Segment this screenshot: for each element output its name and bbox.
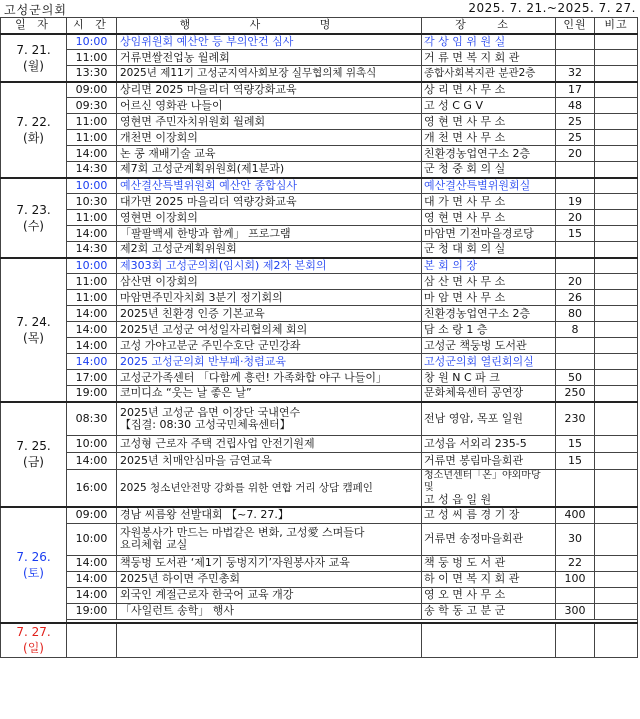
time-cell: 14:00: [67, 354, 117, 370]
table-row: [1, 587, 638, 603]
time-cell: [67, 623, 117, 657]
place-cell: 거류면 봉림마을회관: [422, 453, 556, 470]
count-cell: 300: [556, 603, 595, 619]
note-cell: [595, 210, 638, 226]
event-cell: [117, 402, 422, 436]
event-cell: 2025년 친환경 인증 기본교육: [117, 306, 422, 322]
place-cell: 전남 영암, 목포 일원: [422, 402, 556, 436]
table-row: [1, 338, 638, 354]
time-cell: 09:00: [67, 507, 117, 523]
note-cell: [595, 114, 638, 130]
event-cell: 삼산면 이장회의: [117, 274, 422, 290]
table-row: [1, 507, 638, 523]
event-cell: 「사일런트 송학」 행사: [117, 603, 422, 619]
count-cell: [556, 623, 595, 657]
table-row: [1, 114, 638, 130]
table-row: [1, 306, 638, 322]
event-cell: 2025년 고성군 여성일자리협의체 회의: [117, 322, 422, 338]
event-cell: 고성군가족센터 「다함께 흥런! 가족화합 야구 나들이」: [117, 370, 422, 386]
count-cell: 22: [556, 555, 595, 571]
date-cell: 7. 23. (수): [1, 178, 67, 258]
time-cell: 14:00: [67, 226, 117, 242]
table-row: [1, 603, 638, 619]
event-cell: 2025년 치매안심마을 금연교육: [117, 453, 422, 470]
event-cell: 논 콩 재배기술 교육: [117, 146, 422, 162]
event-cell: 개천면 이장회의: [117, 130, 422, 146]
event-cell: 영현면 주민자치위원회 월례회: [117, 114, 422, 130]
time-cell: 16:00: [67, 470, 117, 508]
table-row: [1, 98, 638, 114]
event-cell: 제7회 고성군계획위원회(제1분과): [117, 162, 422, 178]
event-line-2: 【집결: 08:30 고성국민체육센터】: [120, 417, 291, 431]
schedule-period: 2025. 7. 21.~2025. 7. 27.: [468, 1, 636, 15]
time-cell: 17:00: [67, 370, 117, 386]
note-cell: [595, 587, 638, 603]
table-row: [1, 290, 638, 306]
organization-title: 고성군의회: [4, 3, 67, 17]
note-cell: [595, 242, 638, 258]
count-cell: 8: [556, 322, 595, 338]
col-header-time: 시 간: [67, 18, 117, 34]
note-cell: [595, 194, 638, 210]
place-cell: 상 리 면 사 무 소: [422, 82, 556, 98]
time-cell: 10:30: [67, 194, 117, 210]
time-cell: 11:00: [67, 130, 117, 146]
table-header-row: [1, 18, 638, 34]
table-row: [1, 162, 638, 178]
time-cell: 10:00: [67, 258, 117, 274]
col-header-place: 장 소: [422, 18, 556, 34]
count-cell: [556, 162, 595, 178]
time-cell: 11:00: [67, 290, 117, 306]
table-row: [1, 226, 638, 242]
note-cell: [595, 322, 638, 338]
event-cell: 어르신 영화관 나들이: [117, 98, 422, 114]
event-cell: 2025년 하이면 주민총회: [117, 571, 422, 587]
col-header-count: 인원: [556, 18, 595, 34]
place-cell: 마 암 면 사 무 소: [422, 290, 556, 306]
event-cell: 상임위원회 예산안 등 부의안건 심사: [117, 34, 422, 50]
time-cell: 14:00: [67, 571, 117, 587]
time-cell: 10:00: [67, 34, 117, 50]
date-cell: 7. 25. (금): [1, 402, 67, 508]
table-row: [1, 130, 638, 146]
count-cell: 15: [556, 436, 595, 453]
time-cell: 14:30: [67, 162, 117, 178]
count-cell: 26: [556, 290, 595, 306]
place-cell: 종합사회복지관 분관2층: [422, 66, 556, 82]
table-row: [1, 571, 638, 587]
table-row: [1, 194, 638, 210]
event-cell: 코미디쇼 “웃는 날 좋은 날”: [117, 386, 422, 402]
time-cell: 08:30: [67, 402, 117, 436]
event-cell: 마암면주민자치회 3분기 정기회의: [117, 290, 422, 306]
place-cell: 친환경농업연구소 2층: [422, 146, 556, 162]
time-cell: 14:00: [67, 146, 117, 162]
time-cell: 19:00: [67, 386, 117, 402]
place-cell: 하 이 면 복 지 회 관: [422, 571, 556, 587]
document-header: [0, 0, 640, 17]
event-line-1: 2025년 고성군 읍면 이장단 국내연수: [120, 405, 301, 419]
count-cell: 15: [556, 453, 595, 470]
col-header-event: 행 사 명: [117, 18, 422, 34]
event-cell: 2025년 제11기 고성군지역사회보장 실무협의체 위촉식: [117, 66, 422, 82]
note-cell: [595, 523, 638, 555]
event-cell: 「팔팔백세 한방과 함께」 프로그램: [117, 226, 422, 242]
count-cell: 20: [556, 146, 595, 162]
event-cell: 제303회 고성군의회(임시회) 제2차 본회의: [117, 258, 422, 274]
time-cell: 14:00: [67, 453, 117, 470]
event-cell: 거류면쌀전업농 월례회: [117, 50, 422, 66]
note-cell: [595, 146, 638, 162]
table-row: [1, 258, 638, 274]
place-line-2: 고 성 읍 일 원: [424, 493, 492, 506]
note-cell: [595, 402, 638, 436]
event-cell: [117, 523, 422, 555]
table-row: [1, 623, 638, 657]
table-row: [1, 34, 638, 50]
col-header-date: 일 자: [1, 18, 67, 34]
event-cell: 예산결산특별위원회 예산안 종합심사: [117, 178, 422, 194]
table-row: [1, 146, 638, 162]
note-cell: [595, 98, 638, 114]
table-row: [1, 322, 638, 338]
count-cell: 19: [556, 194, 595, 210]
date-cell: 7. 22. (화): [1, 82, 67, 178]
event-cell: 2025 청소년안전망 강화를 위한 연합 거리 상담 캠페인: [117, 470, 422, 508]
note-cell: [595, 370, 638, 386]
event-line-1: 자원봉사가 만드는 마법같은 변화, 고성愛 스며들다: [120, 526, 365, 539]
count-cell: 25: [556, 130, 595, 146]
place-cell: 군 청 대 회 의 실: [422, 242, 556, 258]
place-cell: 예산결산특별위원회실: [422, 178, 556, 194]
count-cell: 80: [556, 306, 595, 322]
place-line-1: 청소년센터「온」야외마당 및: [424, 470, 541, 493]
table-row: [1, 386, 638, 402]
table-row: [1, 453, 638, 470]
note-cell: [595, 66, 638, 82]
table-row: [1, 178, 638, 194]
note-cell: [595, 130, 638, 146]
count-cell: 100: [556, 571, 595, 587]
note-cell: [595, 470, 638, 508]
place-cell: 영 현 면 사 무 소: [422, 114, 556, 130]
place-cell: 개 천 면 사 무 소: [422, 130, 556, 146]
time-cell: 14:00: [67, 322, 117, 338]
col-header-note: 비고: [595, 18, 638, 34]
count-cell: [556, 242, 595, 258]
count-cell: [556, 50, 595, 66]
note-cell: [595, 507, 638, 523]
event-cell: 제2회 고성군계획위원회: [117, 242, 422, 258]
note-cell: [595, 82, 638, 98]
time-cell: 13:30: [67, 66, 117, 82]
place-cell: 책 둥 벙 도 서 관: [422, 555, 556, 571]
date-cell: 7. 24. (목): [1, 258, 67, 402]
table-row: [1, 274, 638, 290]
time-cell: 11:00: [67, 50, 117, 66]
event-cell: 책둥벙 도서관 ‘제1기 둥벙지기’자원봉사자 교육: [117, 555, 422, 571]
note-cell: [595, 623, 638, 657]
event-cell: [117, 623, 422, 657]
date-cell: 7. 27. (일): [1, 623, 67, 657]
note-cell: [595, 338, 638, 354]
place-cell: 친환경농업연구소 2층: [422, 306, 556, 322]
place-cell: 거 류 면 복 지 회 관: [422, 50, 556, 66]
note-cell: [595, 34, 638, 50]
time-cell: 14:00: [67, 555, 117, 571]
time-cell: 11:00: [67, 210, 117, 226]
event-cell: 상리면 2025 마을리더 역량강화교육: [117, 82, 422, 98]
table-row: [1, 555, 638, 571]
note-cell: [595, 178, 638, 194]
count-cell: 50: [556, 370, 595, 386]
count-cell: 48: [556, 98, 595, 114]
table-row: [1, 354, 638, 370]
count-cell: [556, 178, 595, 194]
note-cell: [595, 162, 638, 178]
count-cell: 20: [556, 210, 595, 226]
place-cell: 고 성 C G V: [422, 98, 556, 114]
table-row: [1, 242, 638, 258]
place-cell: 창 원 N C 파 크: [422, 370, 556, 386]
time-cell: 14:00: [67, 338, 117, 354]
table-row: [1, 402, 638, 436]
event-line-2: 요리체험 교실: [120, 538, 188, 551]
count-cell: [556, 258, 595, 274]
place-cell: 고성군의회 열린회의실: [422, 354, 556, 370]
table-row: [1, 66, 638, 82]
count-cell: 17: [556, 82, 595, 98]
table-row: [1, 470, 638, 508]
count-cell: 230: [556, 402, 595, 436]
note-cell: [595, 258, 638, 274]
place-cell: 영 현 면 사 무 소: [422, 210, 556, 226]
count-cell: [556, 587, 595, 603]
time-cell: 14:00: [67, 587, 117, 603]
table-row: [1, 210, 638, 226]
time-cell: 14:30: [67, 242, 117, 258]
time-cell: 14:00: [67, 306, 117, 322]
table-row: [1, 82, 638, 98]
count-cell: [556, 354, 595, 370]
count-cell: 400: [556, 507, 595, 523]
place-cell: 군 청 중 회 의 실: [422, 162, 556, 178]
event-cell: 대가면 2025 마을리더 역량강화교육: [117, 194, 422, 210]
event-cell: 경남 씨름왕 선발대회 【~7. 27.】: [117, 507, 422, 523]
note-cell: [595, 306, 638, 322]
time-cell: 10:00: [67, 436, 117, 453]
table-row: [1, 370, 638, 386]
place-cell: 대 가 면 사 무 소: [422, 194, 556, 210]
count-cell: 25: [556, 114, 595, 130]
count-cell: [556, 470, 595, 508]
table-row: [1, 523, 638, 555]
note-cell: [595, 436, 638, 453]
count-cell: 32: [556, 66, 595, 82]
time-cell: 11:00: [67, 274, 117, 290]
place-cell: [422, 623, 556, 657]
count-cell: 20: [556, 274, 595, 290]
place-cell: 각 상 임 위 원 실: [422, 34, 556, 50]
schedule-table: [0, 17, 638, 658]
note-cell: [595, 555, 638, 571]
count-cell: 250: [556, 386, 595, 402]
time-cell: 19:00: [67, 603, 117, 619]
note-cell: [595, 354, 638, 370]
place-cell: 삼 산 면 사 무 소: [422, 274, 556, 290]
place-cell: 고 성 씨 름 경 기 장: [422, 507, 556, 523]
note-cell: [595, 290, 638, 306]
count-cell: 30: [556, 523, 595, 555]
note-cell: [595, 226, 638, 242]
time-cell: 09:00: [67, 82, 117, 98]
time-cell: 10:00: [67, 178, 117, 194]
note-cell: [595, 386, 638, 402]
date-cell: 7. 26. (토): [1, 507, 67, 623]
count-cell: [556, 338, 595, 354]
place-cell: 담 소 랑 1 층: [422, 322, 556, 338]
place-cell: 거류면 송정마을회관: [422, 523, 556, 555]
time-cell: 10:00: [67, 523, 117, 555]
time-cell: 09:30: [67, 98, 117, 114]
table-row: [1, 50, 638, 66]
place-cell: 마암면 기전마을경로당: [422, 226, 556, 242]
note-cell: [595, 50, 638, 66]
place-cell: 문화체육센터 공연장: [422, 386, 556, 402]
note-cell: [595, 603, 638, 619]
place-cell: 고성군 책둥벙 도서관: [422, 338, 556, 354]
event-cell: 고성 가야고분군 주민수호단 군민강좌: [117, 338, 422, 354]
count-cell: [556, 34, 595, 50]
note-cell: [595, 274, 638, 290]
event-cell: 2025 고성군의회 반부패·청렴교육: [117, 354, 422, 370]
count-cell: 15: [556, 226, 595, 242]
note-cell: [595, 453, 638, 470]
note-cell: [595, 571, 638, 587]
event-cell: 외국인 계절근로자 한국어 교육 개강: [117, 587, 422, 603]
time-cell: 11:00: [67, 114, 117, 130]
place-cell: 영 오 면 사 무 소: [422, 587, 556, 603]
place-cell: 본 회 의 장: [422, 258, 556, 274]
table-row: [1, 436, 638, 453]
event-cell: 영현면 이장회의: [117, 210, 422, 226]
date-cell: 7. 21. (월): [1, 34, 67, 82]
place-cell: 고성읍 서외리 235-5: [422, 436, 556, 453]
place-cell: 송 학 동 고 분 군: [422, 603, 556, 619]
place-cell: [422, 470, 556, 508]
event-cell: 고성형 근로자 주택 건립사업 안전기원제: [117, 436, 422, 453]
